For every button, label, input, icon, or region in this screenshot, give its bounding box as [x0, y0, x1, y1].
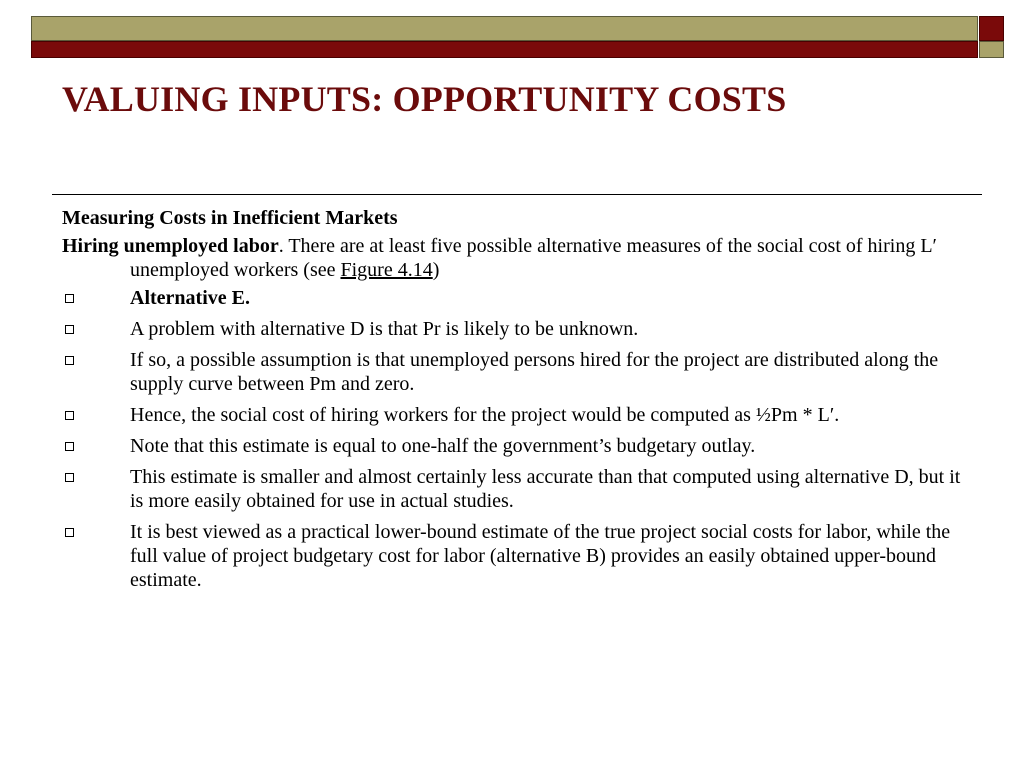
bullet-text: Hence, the social cost of hiring workers for the project would be computed as ½Pm * L′. — [130, 404, 840, 426]
figure-link[interactable]: Figure 4.14 — [340, 259, 433, 281]
bullet-text: This estimate is smaller and almost certainly less accurate than that computed using alternative D, but it is more easily obtained for use in actual studies. — [130, 466, 961, 512]
intro-text-end: ) — [432, 259, 440, 281]
bullet-text: Alternative E. — [130, 287, 250, 309]
bullet-text: It is best viewed as a practical lower-bound estimate of the true project social costs for labor, while the full value of project budgetary cost for labor (alternative B) provides an easily obtained upper-bound estimate. — [130, 521, 951, 591]
slide-body — [62, 206, 962, 599]
bullet-item — [62, 348, 962, 396]
hollow-square-bullet-icon — [65, 411, 74, 420]
bullet-item — [62, 520, 962, 592]
bullet-item — [62, 286, 962, 310]
hollow-square-bullet-icon — [65, 528, 74, 537]
header-corner-square-red — [979, 16, 1004, 41]
bullet-text: A problem with alternative D is that Pr is likely to be unknown. — [130, 318, 639, 340]
title-divider — [52, 194, 982, 195]
hollow-square-bullet-icon — [65, 325, 74, 334]
header-banner-red — [31, 41, 978, 58]
hollow-square-bullet-icon — [65, 294, 74, 303]
hollow-square-bullet-icon — [65, 356, 74, 365]
hollow-square-bullet-icon — [65, 442, 74, 451]
intro-text: . There are at least five possible alternative measures of the social cost of hiring L′ unemployed workers (see — [130, 235, 937, 281]
section-heading: Measuring Costs in Inefficient Markets — [62, 207, 398, 229]
intro-lead: Hiring unemployed labor — [62, 235, 279, 257]
header-corner-square-olive — [979, 41, 1004, 58]
bullet-text: If so, a possible assumption is that unemployed persons hired for the project are distributed along the supply curve between Pm and zero. — [130, 349, 939, 395]
bullet-item — [62, 465, 962, 513]
slide-title: VALUING INPUTS: OPPORTUNITY COSTS — [62, 79, 787, 119]
bullet-text: Note that this estimate is equal to one-half the government’s budgetary outlay. — [130, 435, 756, 457]
bullet-item — [62, 317, 962, 341]
bullet-list — [62, 286, 962, 592]
bullet-item — [62, 434, 962, 458]
bullet-item — [62, 403, 962, 427]
intro-paragraph — [62, 234, 962, 282]
hollow-square-bullet-icon — [65, 473, 74, 482]
header-banner-olive — [31, 16, 978, 41]
